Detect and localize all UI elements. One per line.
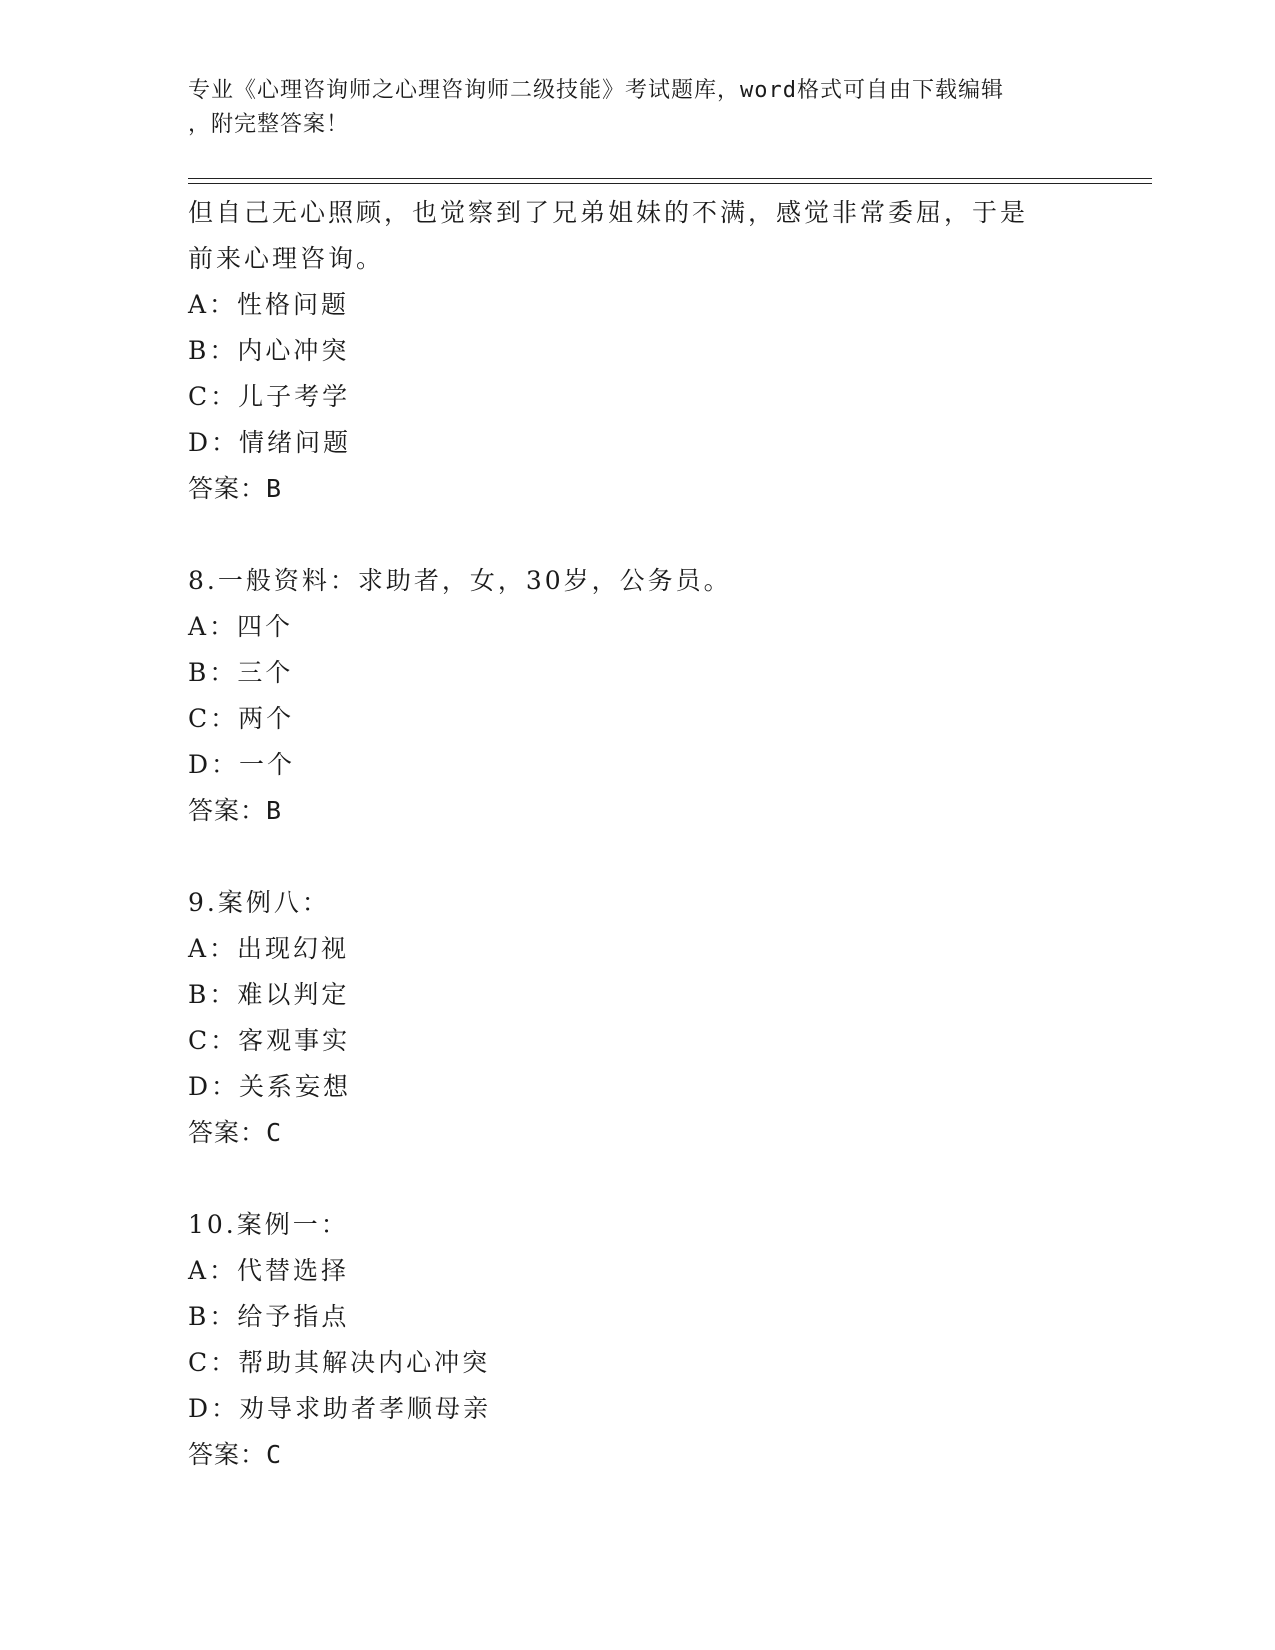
answer-line: 答案：B [188,796,283,825]
option-b: B：内心冲突 [188,336,350,365]
option-d: D：劝导求助者孝顺母亲 [188,1394,492,1423]
option-d: D：关系妄想 [188,1072,352,1101]
spacer [188,1156,1128,1202]
header-divider-top [188,178,1152,179]
question-8 [188,558,1128,834]
option-d: D：情绪问题 [188,428,352,457]
option-c: C：儿子考学 [188,382,351,411]
option-a: A：代替选择 [188,1256,350,1285]
question-title: 10.案例一： [188,1210,349,1239]
question-title: 8.一般资料：求助者，女，30岁，公务员。 [188,566,732,595]
question-text-line: 但自己无心照顾，也觉察到了兄弟姐妹的不满，感觉非常委屈，于是 [188,198,1029,227]
option-b: B：三个 [188,658,294,687]
spacer [188,512,1128,558]
option-a: A：出现幻视 [188,934,350,963]
header-divider-bottom [188,183,1152,184]
option-d: D：一个 [188,750,296,779]
header-title-line-2: ，附完整答案！ [188,112,350,137]
answer-line: 答案：C [188,1440,283,1469]
question-9 [188,880,1128,1156]
question-10 [188,1202,1128,1478]
option-b: B：难以判定 [188,980,350,1009]
question-text-line: 前来心理咨询。 [188,244,385,273]
option-c: C：帮助其解决内心冲突 [188,1348,491,1377]
option-b: B：给予指点 [188,1302,350,1331]
option-c: C：客观事实 [188,1026,351,1055]
answer-line: 答案：B [188,474,283,503]
option-a: A：四个 [188,612,294,641]
option-c: C：两个 [188,704,295,733]
question-continued [188,190,1128,512]
question-list [188,190,1128,1478]
document-header [188,74,1088,142]
answer-line: 答案：C [188,1118,283,1147]
header-title-line-1: 专业《心理咨询师之心理咨询师二级技能》考试题库，word格式可自由下载编辑 [188,78,1004,103]
option-a: A：性格问题 [188,290,350,319]
spacer [188,834,1128,880]
question-title: 9.案例八： [188,888,330,917]
